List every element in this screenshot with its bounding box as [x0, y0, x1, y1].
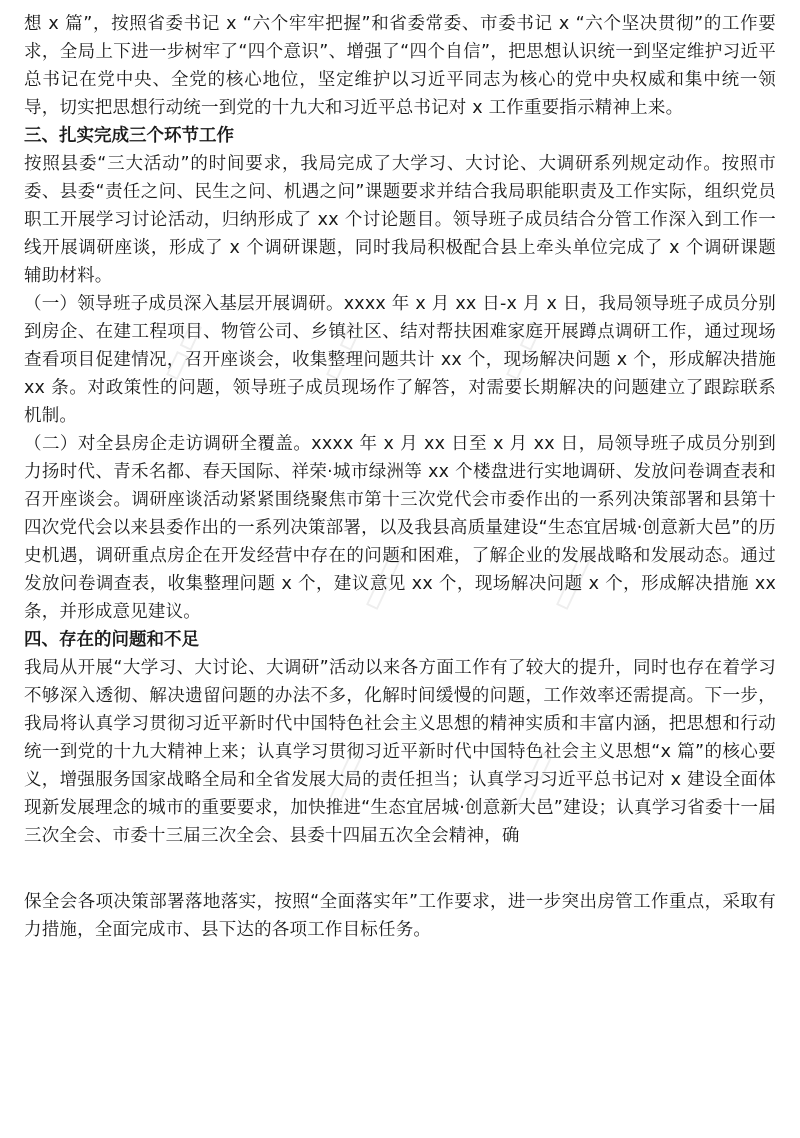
paragraph-subsection-1: （一）领导班子成员深入基层开展调研。xxxx 年 x 月 xx 日-x 月 x 日，我局领导班子成员分别到房企、在建工程项目、物管公司、乡镇社区、结对帮扶困难家庭开展蹲点调研工作，通过现场查看项目促建情况，召开座谈会，收集整理问题共计 xx 个，现场解决问题 x 个，形成解决措施 xx 条。对政策性的问题，领导班子成员现场作了解答，对需要长期解决的问题建立了跟踪联系机制。	[24, 294, 776, 426]
paragraph-intro: 想 x 篇”，按照省委书记 x “六个牢牢把握”和省委常委、市委书记 x “六个坚决贯彻”的工作要求，全局上下进一步树牢了“四个意识”、增强了“四个自信”，把思想认识统一到坚定维护习近平总书记在党中央、全党的核心地位，坚定维护以习近平同志为核心的党中央权威和集中统一领导，切实把思想行动统一到党的十九大和习近平总书记对 x 工作重要指示精神上来。	[24, 14, 776, 118]
watermark-mark: ▭▭	[310, 742, 374, 818]
paragraph-section-4: 我局从开展“大学习、大讨论、大调研”活动以来各方面工作有了较大的提升，同时也存在着学习不够深入透彻、解决遗留问题的办法不多，化解时间缓慢的问题，工作效率还需提高。下一步，我局将认真学习贯彻习近平新时代中国特色社会主义思想的精神实质和丰富内涵，把思想和行动统一到党的十九大精神上来；认真学习贯彻习近平新时代中国特色社会主义思想“x 篇”的核心要义，增强服务国家战略全局和全省发展大局的责任担当；认真学习习近平总书记对 x 建设全面体现新发展理念的城市的重要要求，加快推进“生态宜居城·创意新大邑”建设；认真学习省委十一届三次全会、市委十三届三次全会、县委十四届五次全会精神，确	[24, 658, 776, 846]
watermark-mark: ▭▭	[540, 542, 604, 618]
paragraph-subsection-2: （二）对全县房企走访调研全覆盖。xxxx 年 x 月 xx 日至 x 月 xx 日，局领导班子成员分别到力扬时代、青禾名都、春天国际、祥荣·城市绿洲等 xx 个楼盘进行实地调研、发放问卷调查表和召开座谈会。调研座谈活动紧紧围绕聚焦市第十三次党代会市委作出的一系列决策部署和县第十四次党代会以来县委作出的一系列决策部署，以及我县高质量建设“生态宜居城·创意新大邑”的历史机遇，调研重点房企在开发经营中存在的问题和困难，了解企业的发展战略和发展动态。通过发放问卷调查表，收集整理问题 x 个，建议意见 xx 个，现场解决问题 x 个，形成解决措施 xx 条，并形成意见建议。	[24, 434, 776, 622]
watermark-mark: ▭▭	[500, 742, 564, 818]
body-text-top	[24, 10, 776, 850]
section-heading-3: 三、扎实完成三个环节工作	[24, 126, 234, 146]
watermark-mark: ▭▭	[490, 312, 554, 388]
watermark-mark: ▭▭	[350, 542, 414, 618]
watermark-mark: ▭▭	[310, 312, 374, 388]
body-text-continued	[24, 888, 776, 944]
section-heading-4: 四、存在的问题和不足	[24, 630, 199, 650]
watermark-mark: ▭▭	[150, 312, 214, 388]
paragraph-section-3: 按照县委“三大活动”的时间要求，我局完成了大学习、大讨论、大调研系列规定动作。按照市委、县委“责任之问、民生之问、机遇之问”课题要求并结合我局职能职责及工作实际，组织党员职工开展学习讨论活动，归纳形成了 xx 个讨论题目。领导班子成员结合分管工作深入到工作一线开展调研座谈，形成了 x 个调研课题，同时我局积极配合县上牵头单位完成了 x 个调研课题辅助材料。	[24, 154, 776, 286]
paragraph-continuation: 保全会各项决策部署落地落实，按照“全面落实年”工作要求，进一步突出房管工作重点，采取有力措施，全面完成市、县下达的各项工作目标任务。	[24, 892, 776, 940]
